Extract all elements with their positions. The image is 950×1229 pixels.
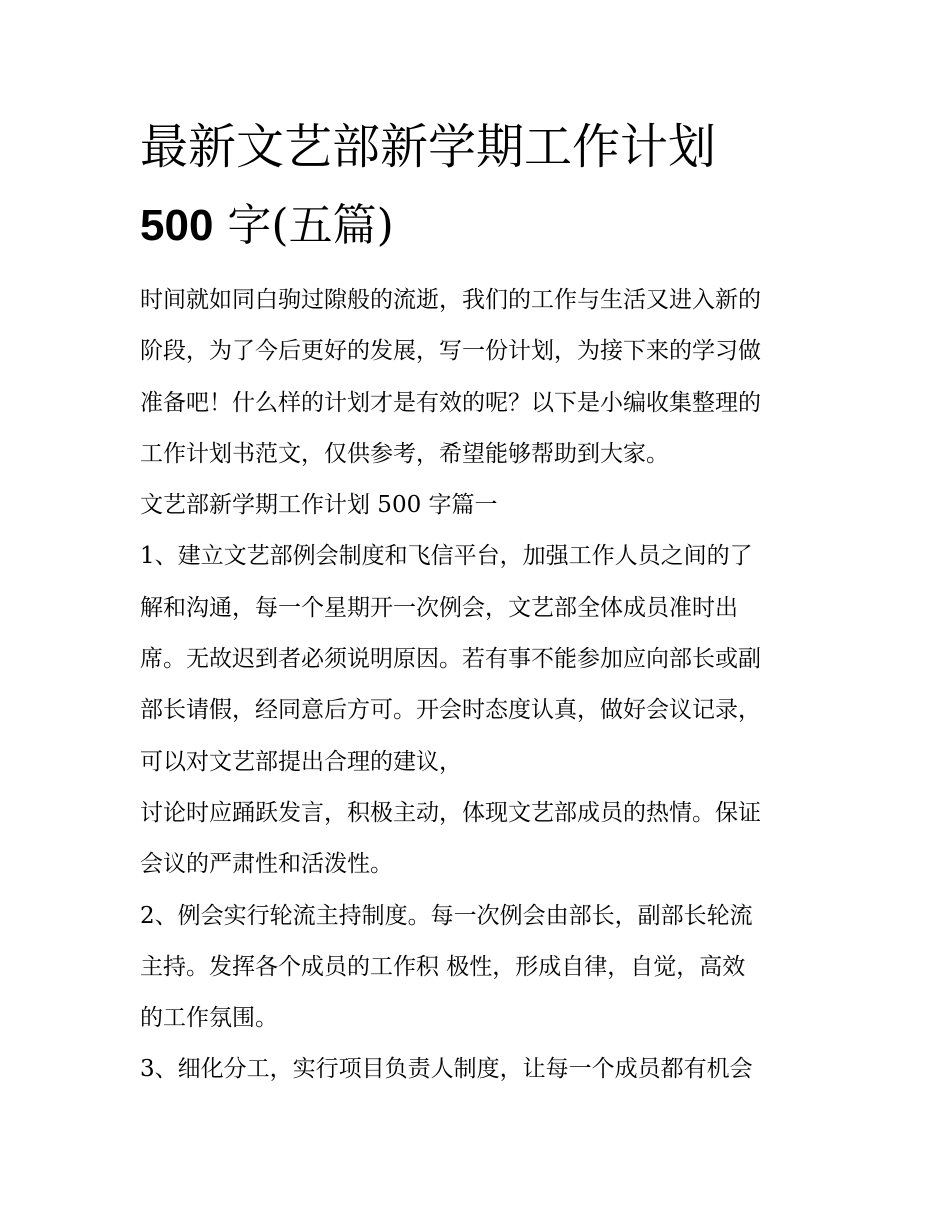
body-line: 3、细化分工，实行项目负责人制度，让每一个成员都有机会 — [140, 1056, 753, 1083]
section-heading: 文艺部新学期工作计划 500 字篇一 — [140, 492, 498, 519]
body-line: 1、建立文艺部例会制度和飞信平台，加强工作人员之间的了 — [140, 543, 753, 570]
body-line: 时间就如同白驹过隙般的流逝，我们的工作与生活又进入新的 — [140, 287, 761, 313]
title-suffix: 字(五篇) — [213, 200, 394, 251]
document-title — [140, 112, 840, 270]
body-line: 2、例会实行轮流主持制度。每一次例会由部长，副部长轮流 — [140, 902, 753, 929]
body-line: 阶段，为了今后更好的发展，写一份计划，为接下来的学习做 — [140, 338, 761, 365]
document-body — [140, 275, 820, 1096]
body-line: 讨论时应踊跃发言，积极主动，体现文艺部成员的热情。保证 — [140, 799, 761, 826]
title-line-2 — [140, 182, 840, 270]
body-line: 的工作氛围。 — [140, 1005, 278, 1032]
body-line: 可以对文艺部提出合理的建议， — [140, 748, 462, 775]
body-line: 解和沟通，每一个星期开一次例会，文艺部全体成员准时出 — [140, 594, 738, 621]
title-number: 500 — [140, 201, 214, 250]
body-line: 会议的严肃性和活泼性。 — [140, 851, 393, 878]
body-line: 部长请假，经同意后方可。开会时态度认真，做好会议记录， — [140, 697, 761, 724]
body-line: 工作计划书范文，仅供参考，希望能够帮助到大家。 — [140, 440, 669, 467]
body-line: 准备吧！什么样的计划才是有效的呢？以下是小编收集整理的 — [140, 389, 761, 416]
title-line-1: 最新文艺部新学期工作计划 — [140, 119, 717, 175]
body-line: 主持。发挥各个成员的工作积 极性，形成自律，自觉，高效 — [140, 953, 746, 980]
body-line: 席。无故迟到者必须说明原因。若有事不能参加应向部长或副 — [140, 646, 761, 673]
